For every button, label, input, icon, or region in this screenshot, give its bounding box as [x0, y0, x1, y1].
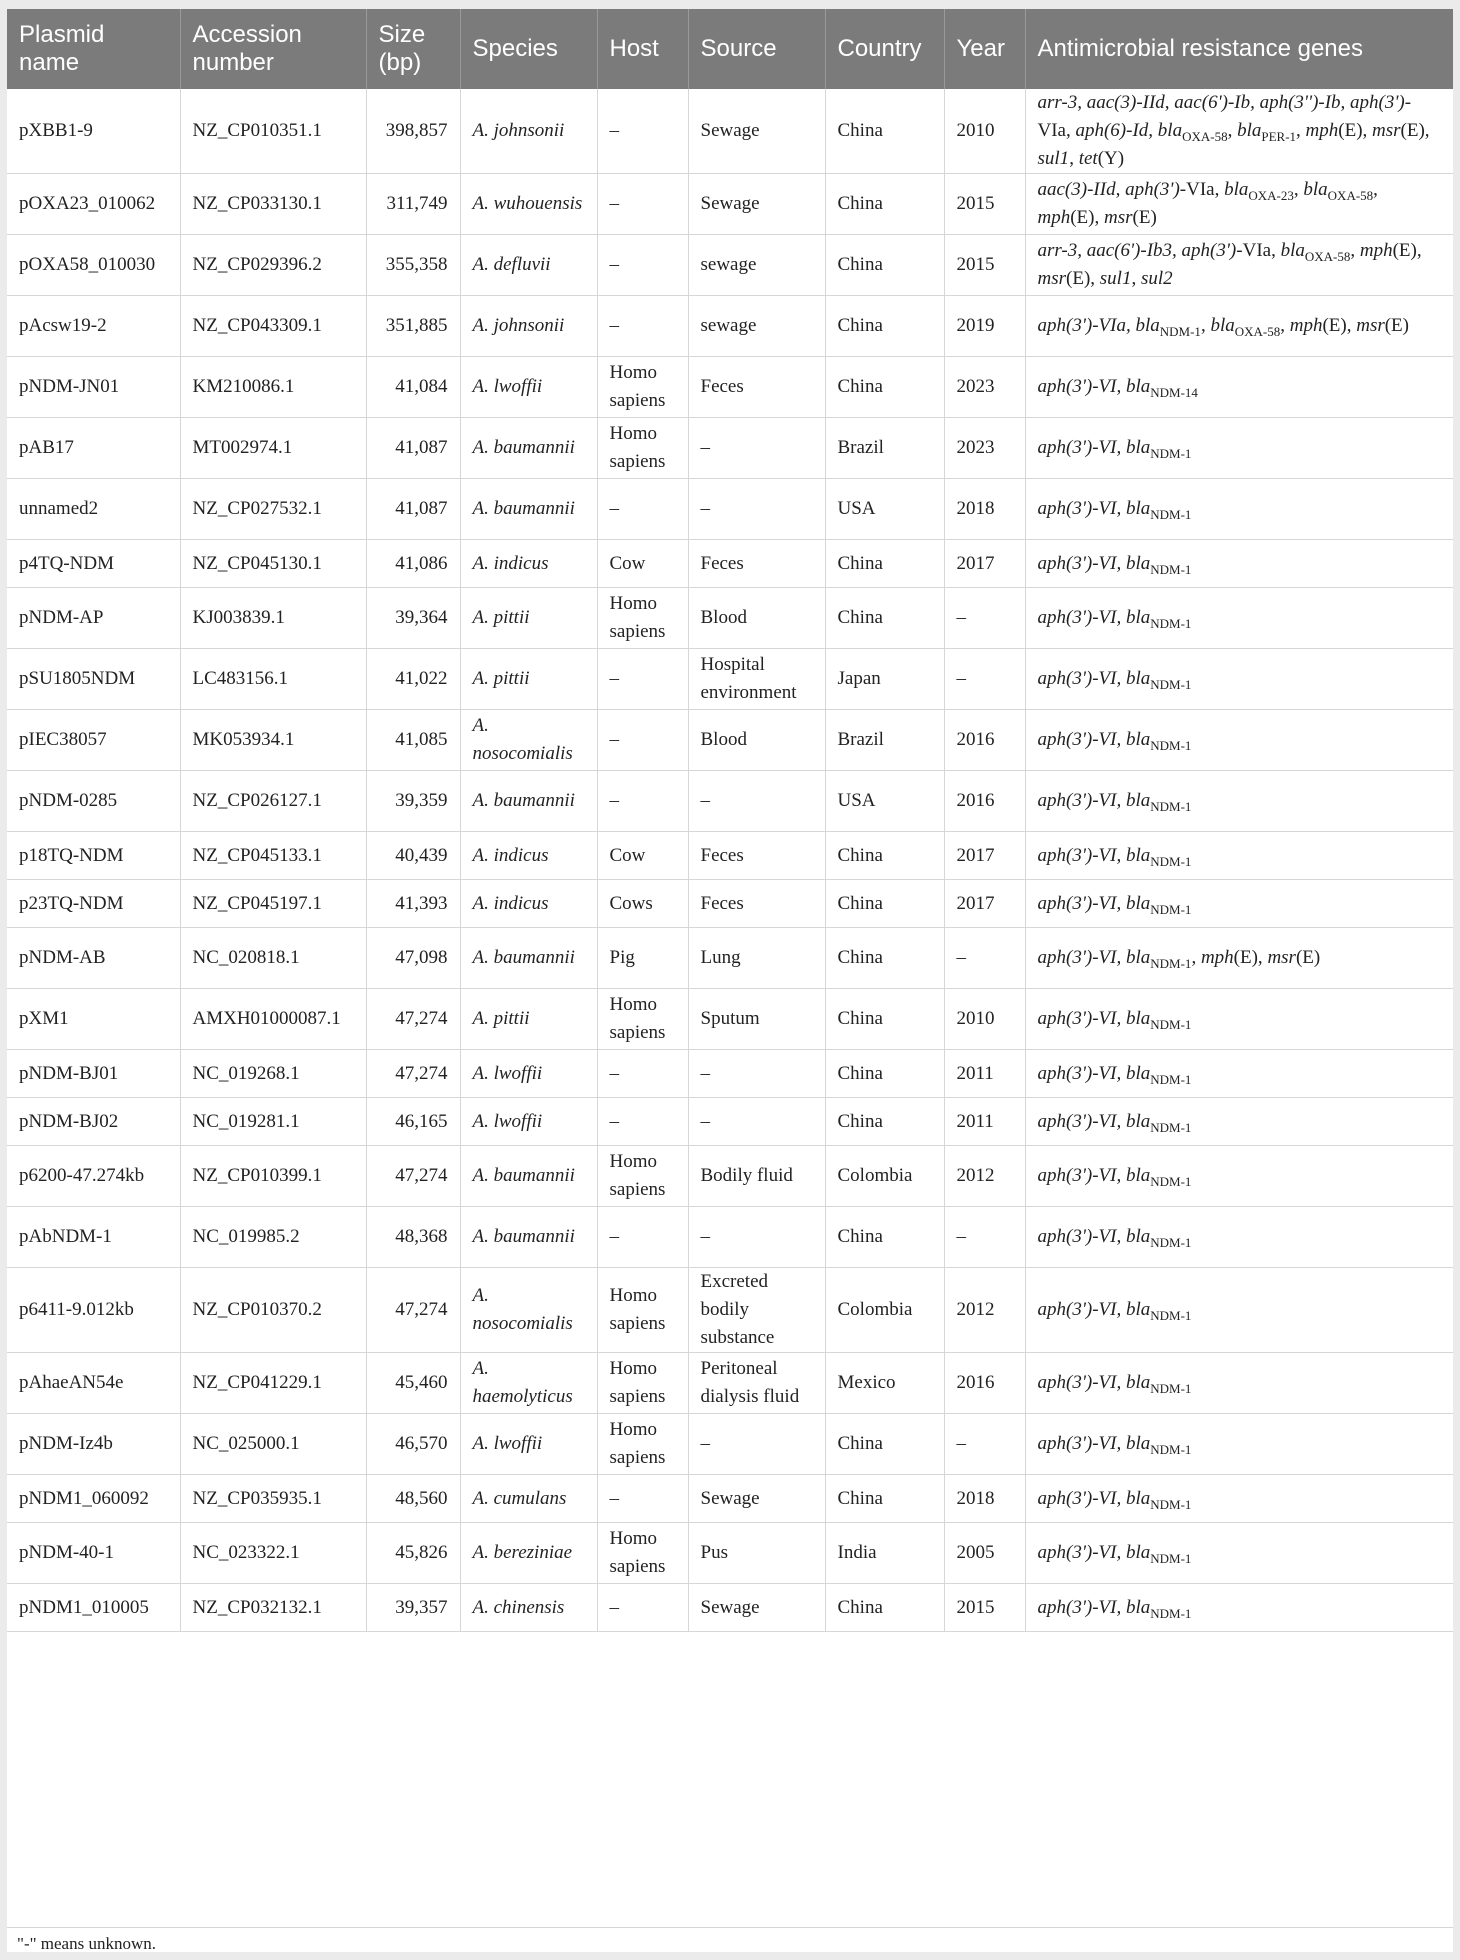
- cell-size: 47,274: [366, 1268, 460, 1353]
- cell-genes: aph(3')-VI, bla$_{NDM-14}$: [1025, 357, 1453, 418]
- table-row: [7, 1207, 1453, 1268]
- cell-genes: aph(3')-VI, bla$_{NDM-1}$: [1025, 418, 1453, 479]
- cell-country: China: [825, 1414, 944, 1475]
- cell-plasmid: pXBB1-9: [7, 89, 180, 174]
- cell-source: Excreted bodily substance: [688, 1268, 825, 1353]
- table-body: [7, 89, 1453, 1632]
- cell-size: 311,749: [366, 174, 460, 235]
- cell-host: Homo sapiens: [597, 418, 688, 479]
- cell-host: –: [597, 771, 688, 832]
- cell-year: 2005: [944, 1523, 1025, 1584]
- cell-size: 398,857: [366, 89, 460, 174]
- cell-country: USA: [825, 479, 944, 540]
- cell-species: A. johnsonii: [460, 296, 597, 357]
- table-row: [7, 588, 1453, 649]
- cell-accession: NZ_CP041229.1: [180, 1353, 366, 1414]
- cell-species: A. baumannii: [460, 1146, 597, 1207]
- cell-country: India: [825, 1523, 944, 1584]
- cell-plasmid: pNDM-JN01: [7, 357, 180, 418]
- cell-accession: NZ_CP045133.1: [180, 832, 366, 880]
- cell-source: sewage: [688, 235, 825, 296]
- cell-host: Homo sapiens: [597, 588, 688, 649]
- cell-species: A. johnsonii: [460, 89, 597, 174]
- cell-genes: aph(3')-VI, bla$_{NDM-1}$: [1025, 1584, 1453, 1632]
- cell-species: A. lwoffii: [460, 1098, 597, 1146]
- cell-genes: aph(3')-VI, bla$_{NDM-1}$: [1025, 1523, 1453, 1584]
- table-row: [7, 357, 1453, 418]
- cell-host: –: [597, 1475, 688, 1523]
- cell-species: A. lwoffii: [460, 1414, 597, 1475]
- header-row: [7, 9, 1453, 89]
- cell-accession: NZ_CP045130.1: [180, 540, 366, 588]
- cell-genes: aac(3)-IId, aph(3')-VIa, bla$_{OXA-23}$, bla$_{OXA-58}$, mph(E), msr(E): [1025, 174, 1453, 235]
- table-row: [7, 1475, 1453, 1523]
- cell-genes: arr-3, aac(6')-Ib3, aph(3')-VIa, bla$_{OXA-58}$, mph(E), msr(E), sul1, sul2: [1025, 235, 1453, 296]
- cell-host: Cow: [597, 832, 688, 880]
- cell-plasmid: pSU1805NDM: [7, 649, 180, 710]
- cell-year: 2015: [944, 1584, 1025, 1632]
- cell-year: 2015: [944, 174, 1025, 235]
- cell-size: 48,560: [366, 1475, 460, 1523]
- cell-source: –: [688, 1098, 825, 1146]
- cell-genes: aph(3')-VI, bla$_{NDM-1}$: [1025, 479, 1453, 540]
- cell-species: A. baumannii: [460, 418, 597, 479]
- cell-genes: aph(3')-VI, bla$_{NDM-1}$: [1025, 1414, 1453, 1475]
- cell-host: –: [597, 1584, 688, 1632]
- cell-host: Homo sapiens: [597, 1268, 688, 1353]
- cell-country: China: [825, 989, 944, 1050]
- cell-size: 39,359: [366, 771, 460, 832]
- cell-species: A. baumannii: [460, 479, 597, 540]
- cell-size: 41,393: [366, 880, 460, 928]
- cell-host: –: [597, 174, 688, 235]
- cell-year: 2019: [944, 296, 1025, 357]
- cell-species: A. haemolyticus: [460, 1353, 597, 1414]
- cell-plasmid: p18TQ-NDM: [7, 832, 180, 880]
- cell-year: 2018: [944, 1475, 1025, 1523]
- table-row: [7, 89, 1453, 174]
- cell-accession: NC_019268.1: [180, 1050, 366, 1098]
- cell-plasmid: p4TQ-NDM: [7, 540, 180, 588]
- cell-size: 41,085: [366, 710, 460, 771]
- cell-country: China: [825, 588, 944, 649]
- cell-year: 2016: [944, 1353, 1025, 1414]
- cell-species: A. cumulans: [460, 1475, 597, 1523]
- cell-country: China: [825, 1584, 944, 1632]
- cell-year: 2011: [944, 1098, 1025, 1146]
- cell-accession: NZ_CP010399.1: [180, 1146, 366, 1207]
- cell-genes: aph(3')-VI, bla$_{NDM-1}$: [1025, 880, 1453, 928]
- header-source: Source: [688, 9, 825, 89]
- cell-year: 2010: [944, 989, 1025, 1050]
- cell-source: Feces: [688, 357, 825, 418]
- cell-source: Sewage: [688, 174, 825, 235]
- cell-plasmid: p6200-47.274kb: [7, 1146, 180, 1207]
- cell-species: A. pittii: [460, 989, 597, 1050]
- cell-country: China: [825, 357, 944, 418]
- cell-plasmid: unnamed2: [7, 479, 180, 540]
- cell-country: China: [825, 1098, 944, 1146]
- cell-accession: NZ_CP026127.1: [180, 771, 366, 832]
- table-row: [7, 235, 1453, 296]
- table-footnote: "-" means unknown.: [17, 1934, 156, 1953]
- cell-host: Homo sapiens: [597, 357, 688, 418]
- cell-species: A. pittii: [460, 649, 597, 710]
- cell-plasmid: p6411-9.012kb: [7, 1268, 180, 1353]
- cell-source: Sewage: [688, 1584, 825, 1632]
- table-row: [7, 418, 1453, 479]
- cell-genes: aph(3')-VI, bla$_{NDM-1}$: [1025, 1207, 1453, 1268]
- cell-genes: aph(3')-VI, bla$_{NDM-1}$: [1025, 1098, 1453, 1146]
- cell-year: 2023: [944, 357, 1025, 418]
- cell-accession: MT002974.1: [180, 418, 366, 479]
- cell-year: –: [944, 1207, 1025, 1268]
- cell-year: 2012: [944, 1268, 1025, 1353]
- cell-source: Sputum: [688, 989, 825, 1050]
- plasmid-table: [7, 9, 1453, 1632]
- cell-year: –: [944, 928, 1025, 989]
- cell-source: –: [688, 479, 825, 540]
- cell-country: Brazil: [825, 710, 944, 771]
- cell-accession: NZ_CP010351.1: [180, 89, 366, 174]
- cell-accession: NC_025000.1: [180, 1414, 366, 1475]
- cell-size: 41,022: [366, 649, 460, 710]
- cell-host: –: [597, 89, 688, 174]
- cell-size: 46,570: [366, 1414, 460, 1475]
- cell-genes: aph(3')-VI, bla$_{NDM-1}$: [1025, 832, 1453, 880]
- cell-species: A. nosocomialis: [460, 1268, 597, 1353]
- cell-host: Cow: [597, 540, 688, 588]
- cell-accession: MK053934.1: [180, 710, 366, 771]
- cell-country: China: [825, 89, 944, 174]
- cell-plasmid: pNDM-AP: [7, 588, 180, 649]
- cell-host: –: [597, 649, 688, 710]
- cell-size: 39,364: [366, 588, 460, 649]
- cell-accession: NC_019281.1: [180, 1098, 366, 1146]
- cell-plasmid: pNDM-BJ02: [7, 1098, 180, 1146]
- cell-genes: aph(3')-VI, bla$_{NDM-1}$: [1025, 710, 1453, 771]
- cell-species: A. indicus: [460, 880, 597, 928]
- cell-plasmid: pIEC38057: [7, 710, 180, 771]
- header-year: Year: [944, 9, 1025, 89]
- cell-host: –: [597, 296, 688, 357]
- cell-year: 2016: [944, 771, 1025, 832]
- cell-host: –: [597, 1050, 688, 1098]
- table-row: [7, 832, 1453, 880]
- cell-source: Blood: [688, 710, 825, 771]
- cell-plasmid: pNDM-0285: [7, 771, 180, 832]
- footnote-divider: [7, 1927, 1453, 1928]
- cell-plasmid: pOXA23_010062: [7, 174, 180, 235]
- cell-species: A. lwoffii: [460, 1050, 597, 1098]
- cell-source: –: [688, 1207, 825, 1268]
- cell-year: 2012: [944, 1146, 1025, 1207]
- cell-source: Peritoneal dialysis fluid: [688, 1353, 825, 1414]
- cell-plasmid: pAbNDM-1: [7, 1207, 180, 1268]
- table-row: [7, 540, 1453, 588]
- cell-accession: NZ_CP045197.1: [180, 880, 366, 928]
- cell-species: A. chinensis: [460, 1584, 597, 1632]
- header-size: Size (bp): [366, 9, 460, 89]
- cell-size: 46,165: [366, 1098, 460, 1146]
- cell-source: Sewage: [688, 89, 825, 174]
- cell-source: Feces: [688, 540, 825, 588]
- table-frame: [7, 9, 1453, 1952]
- header-accession-number: Accession number: [180, 9, 366, 89]
- cell-country: Mexico: [825, 1353, 944, 1414]
- cell-size: 47,274: [366, 1146, 460, 1207]
- cell-year: 2017: [944, 880, 1025, 928]
- cell-accession: NZ_CP010370.2: [180, 1268, 366, 1353]
- cell-host: –: [597, 235, 688, 296]
- cell-host: Homo sapiens: [597, 1414, 688, 1475]
- table-row: [7, 174, 1453, 235]
- cell-size: 45,826: [366, 1523, 460, 1584]
- cell-host: Pig: [597, 928, 688, 989]
- cell-source: Blood: [688, 588, 825, 649]
- table-row: [7, 880, 1453, 928]
- cell-accession: KJ003839.1: [180, 588, 366, 649]
- cell-plasmid: pNDM1_010005: [7, 1584, 180, 1632]
- cell-plasmid: p23TQ-NDM: [7, 880, 180, 928]
- cell-source: Pus: [688, 1523, 825, 1584]
- cell-genes: aph(3')-VIa, bla$_{NDM-1}$, bla$_{OXA-58}$, mph(E), msr(E): [1025, 296, 1453, 357]
- cell-plasmid: pNDM1_060092: [7, 1475, 180, 1523]
- cell-accession: NZ_CP035935.1: [180, 1475, 366, 1523]
- table-row: [7, 710, 1453, 771]
- cell-year: 2015: [944, 235, 1025, 296]
- cell-country: USA: [825, 771, 944, 832]
- cell-source: Sewage: [688, 1475, 825, 1523]
- cell-accession: NZ_CP032132.1: [180, 1584, 366, 1632]
- table-row: [7, 649, 1453, 710]
- cell-size: 40,439: [366, 832, 460, 880]
- cell-accession: NZ_CP029396.2: [180, 235, 366, 296]
- cell-source: Bodily fluid: [688, 1146, 825, 1207]
- cell-host: Cows: [597, 880, 688, 928]
- cell-host: Homo sapiens: [597, 1523, 688, 1584]
- table-row: [7, 479, 1453, 540]
- cell-year: 2010: [944, 89, 1025, 174]
- cell-plasmid: pNDM-BJ01: [7, 1050, 180, 1098]
- cell-size: 41,084: [366, 357, 460, 418]
- cell-host: –: [597, 1098, 688, 1146]
- cell-country: China: [825, 1475, 944, 1523]
- cell-source: Feces: [688, 880, 825, 928]
- cell-genes: aph(3')-VI, bla$_{NDM-1}$: [1025, 649, 1453, 710]
- cell-size: 47,274: [366, 1050, 460, 1098]
- cell-source: sewage: [688, 296, 825, 357]
- cell-host: –: [597, 1207, 688, 1268]
- table-row: [7, 1098, 1453, 1146]
- cell-source: Lung: [688, 928, 825, 989]
- cell-plasmid: pNDM-Iz4b: [7, 1414, 180, 1475]
- cell-accession: NZ_CP027532.1: [180, 479, 366, 540]
- cell-genes: aph(3')-VI, bla$_{NDM-1}$: [1025, 588, 1453, 649]
- table-row: [7, 296, 1453, 357]
- cell-species: A. bereziniae: [460, 1523, 597, 1584]
- cell-genes: aph(3')-VI, bla$_{NDM-1}$: [1025, 1475, 1453, 1523]
- cell-genes: aph(3')-VI, bla$_{NDM-1}$: [1025, 540, 1453, 588]
- cell-genes: aph(3')-VI, bla$_{NDM-1}$: [1025, 989, 1453, 1050]
- cell-country: China: [825, 296, 944, 357]
- cell-species: A. indicus: [460, 832, 597, 880]
- cell-year: 2016: [944, 710, 1025, 771]
- cell-year: 2017: [944, 540, 1025, 588]
- cell-species: A. wuhouensis: [460, 174, 597, 235]
- cell-source: –: [688, 771, 825, 832]
- cell-year: 2023: [944, 418, 1025, 479]
- cell-plasmid: pAhaeAN54e: [7, 1353, 180, 1414]
- cell-year: –: [944, 1414, 1025, 1475]
- table-row: [7, 1414, 1453, 1475]
- cell-country: China: [825, 235, 944, 296]
- cell-plasmid: pAB17: [7, 418, 180, 479]
- header-resistance-genes: Antimicrobial resistance genes: [1025, 9, 1453, 89]
- table-row: [7, 1523, 1453, 1584]
- cell-size: 39,357: [366, 1584, 460, 1632]
- cell-source: Feces: [688, 832, 825, 880]
- table-row: [7, 1268, 1453, 1353]
- cell-source: –: [688, 1050, 825, 1098]
- cell-year: –: [944, 649, 1025, 710]
- cell-country: Japan: [825, 649, 944, 710]
- cell-size: 355,358: [366, 235, 460, 296]
- cell-host: Homo sapiens: [597, 1146, 688, 1207]
- cell-size: 47,098: [366, 928, 460, 989]
- cell-species: A. baumannii: [460, 1207, 597, 1268]
- cell-source: –: [688, 1414, 825, 1475]
- cell-size: 48,368: [366, 1207, 460, 1268]
- cell-size: 41,087: [366, 479, 460, 540]
- cell-country: China: [825, 1207, 944, 1268]
- cell-country: Colombia: [825, 1146, 944, 1207]
- cell-species: A. lwoffii: [460, 357, 597, 418]
- cell-plasmid: pAcsw19-2: [7, 296, 180, 357]
- cell-accession: NZ_CP043309.1: [180, 296, 366, 357]
- cell-genes: aph(3')-VI, bla$_{NDM-1}$: [1025, 1268, 1453, 1353]
- cell-genes: arr-3, aac(3)-IId, aac(6')-Ib, aph(3'')-Ib, aph(3')-VIa, aph(6)-Id, bla$_{OXA-58}$, bla$_{PER-1}$, mph(E), msr(E), sul1, tet(Y): [1025, 89, 1453, 174]
- cell-country: China: [825, 174, 944, 235]
- cell-country: China: [825, 928, 944, 989]
- cell-species: A. defluvii: [460, 235, 597, 296]
- cell-country: China: [825, 540, 944, 588]
- cell-host: –: [597, 710, 688, 771]
- table-row: [7, 989, 1453, 1050]
- cell-host: Homo sapiens: [597, 989, 688, 1050]
- cell-country: Colombia: [825, 1268, 944, 1353]
- cell-size: 45,460: [366, 1353, 460, 1414]
- table-row: [7, 1584, 1453, 1632]
- cell-host: –: [597, 479, 688, 540]
- cell-species: A. indicus: [460, 540, 597, 588]
- header-species: Species: [460, 9, 597, 89]
- cell-genes: aph(3')-VI, bla$_{NDM-1}$, mph(E), msr(E): [1025, 928, 1453, 989]
- cell-year: 2011: [944, 1050, 1025, 1098]
- header-host: Host: [597, 9, 688, 89]
- cell-country: China: [825, 1050, 944, 1098]
- cell-year: –: [944, 588, 1025, 649]
- cell-species: A. baumannii: [460, 928, 597, 989]
- header-plasmid-name: Plasmid name: [7, 9, 180, 89]
- cell-source: –: [688, 418, 825, 479]
- cell-country: Brazil: [825, 418, 944, 479]
- cell-plasmid: pOXA58_010030: [7, 235, 180, 296]
- header-country: Country: [825, 9, 944, 89]
- cell-size: 41,087: [366, 418, 460, 479]
- cell-size: 351,885: [366, 296, 460, 357]
- cell-genes: aph(3')-VI, bla$_{NDM-1}$: [1025, 771, 1453, 832]
- cell-accession: NC_023322.1: [180, 1523, 366, 1584]
- cell-species: A. nosocomialis: [460, 710, 597, 771]
- table-row: [7, 928, 1453, 989]
- cell-species: A. baumannii: [460, 771, 597, 832]
- cell-source: Hospital environment: [688, 649, 825, 710]
- cell-plasmid: pNDM-AB: [7, 928, 180, 989]
- table-row: [7, 1146, 1453, 1207]
- cell-accession: LC483156.1: [180, 649, 366, 710]
- cell-genes: aph(3')-VI, bla$_{NDM-1}$: [1025, 1050, 1453, 1098]
- cell-accession: AMXH01000087.1: [180, 989, 366, 1050]
- cell-country: China: [825, 880, 944, 928]
- cell-accession: NC_019985.2: [180, 1207, 366, 1268]
- cell-plasmid: pNDM-40-1: [7, 1523, 180, 1584]
- cell-species: A. pittii: [460, 588, 597, 649]
- cell-plasmid: pXM1: [7, 989, 180, 1050]
- cell-size: 41,086: [366, 540, 460, 588]
- cell-genes: aph(3')-VI, bla$_{NDM-1}$: [1025, 1353, 1453, 1414]
- cell-year: 2017: [944, 832, 1025, 880]
- cell-accession: NC_020818.1: [180, 928, 366, 989]
- cell-country: China: [825, 832, 944, 880]
- cell-size: 47,274: [366, 989, 460, 1050]
- table-row: [7, 1353, 1453, 1414]
- cell-accession: NZ_CP033130.1: [180, 174, 366, 235]
- cell-host: Homo sapiens: [597, 1353, 688, 1414]
- table-row: [7, 1050, 1453, 1098]
- cell-year: 2018: [944, 479, 1025, 540]
- table-row: [7, 771, 1453, 832]
- cell-genes: aph(3')-VI, bla$_{NDM-1}$: [1025, 1146, 1453, 1207]
- cell-accession: KM210086.1: [180, 357, 366, 418]
